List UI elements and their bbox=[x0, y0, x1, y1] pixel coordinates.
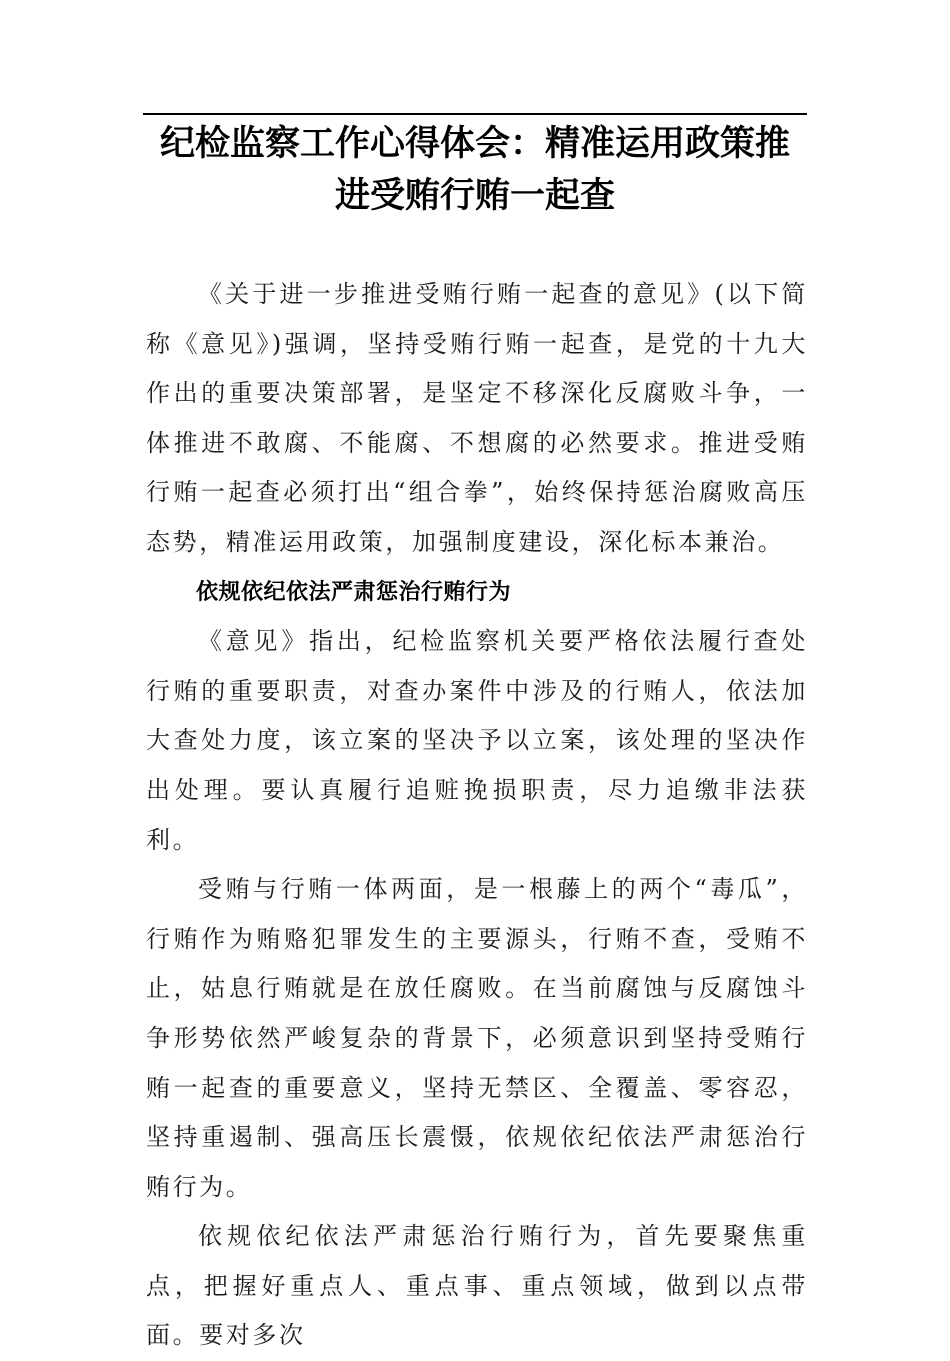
header-rule bbox=[143, 113, 807, 115]
document-body bbox=[146, 270, 808, 1361]
section-paragraph-1: 《意见》指出，纪检监察机关要严格依法履行查处行贿的重要职责，对查办案件中涉及的行贿人，依法加大查处力度，该立案的坚决予以立案，该处理的坚决作出处理。要认真履行追赃挽损职责，尽力追缴非法获利。 bbox=[146, 627, 808, 854]
section-heading: 依规依纪依法严肃惩治行贿行为 bbox=[196, 579, 512, 605]
section-paragraph-3: 依规依纪依法严肃惩治行贿行为，首先要聚焦重点，把握好重点人、重点事、重点领域，做到以点带面。要对多次 bbox=[146, 1222, 808, 1350]
document-title: 纪检监察工作心得体会：精准运用政策推进受贿行贿一起查 bbox=[159, 123, 790, 216]
section-paragraph-2: 受贿与行贿一体两面，是一根藤上的两个“毒瓜”，行贿作为贿赂犯罪发生的主要源头，行贿不查，受贿不止，姑息行贿就是在放任腐败。在当前腐蚀与反腐蚀斗争形势依然严峻复杂的背景下，必须意识到坚持受贿行贿一起查的重要意义，坚持无禁区、全覆盖、零容忍，坚持重遏制、强高压长震慑，依规依纪依法严肃惩治行贿行为。 bbox=[146, 875, 808, 1201]
intro-paragraph: 《关于进一步推进受贿行贿一起查的意见》(以下简称《意见》)强调，坚持受贿行贿一起查，是党的十九大作出的重要决策部署，是坚定不移深化反腐败斗争，一体推进不敢腐、不能腐、不想腐的必然要求。推进受贿行贿一起查必须打出“组合拳”，始终保持惩治腐败高压态势，精准运用政策，加强制度建设，深化标本兼治。 bbox=[146, 280, 808, 556]
